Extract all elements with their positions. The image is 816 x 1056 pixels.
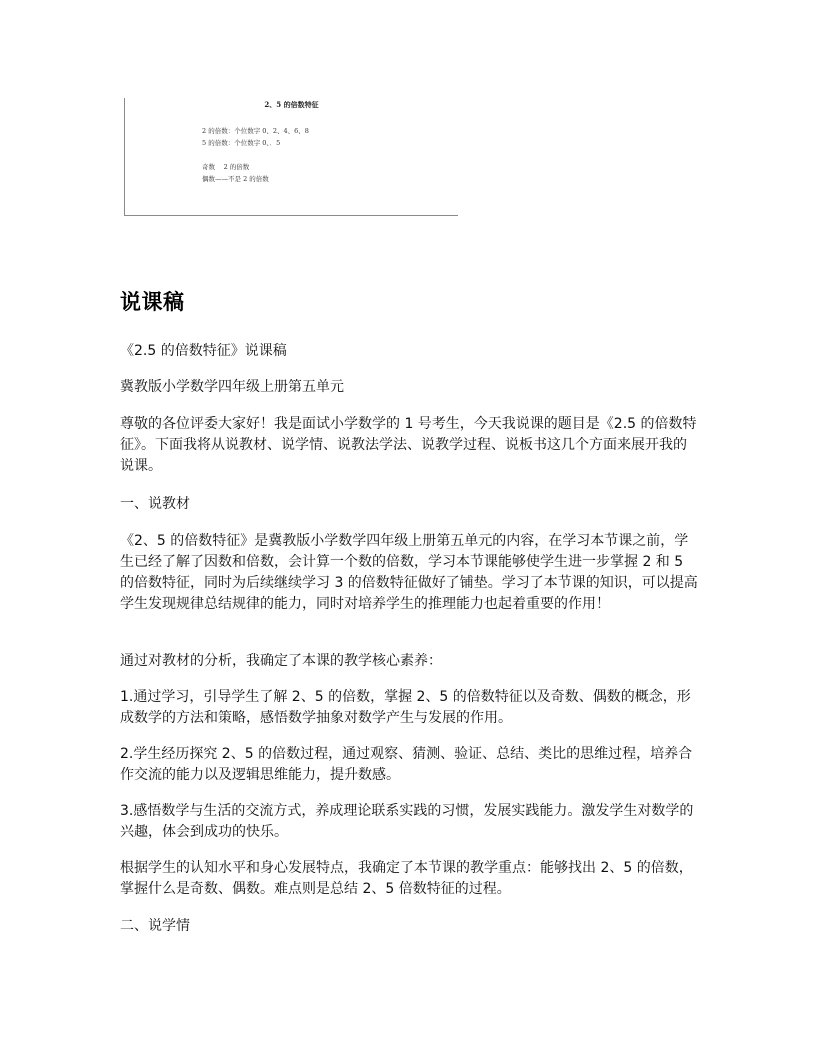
board-line-multiples-of-5: 5 的倍数：个位数字 0、．5 bbox=[202, 139, 281, 147]
board-line-odd: 奇数 2 的倍数 bbox=[202, 163, 250, 171]
paragraph-textbook-analysis: 《2、5 的倍数特征》是冀教版小学数学四年级上册第五单元的内容，在学习本节课之前，学生已经了解了因数和倍数，会计算一个数的倍数，学习本节课能够使学生进一步掌握 2 和 5 的倍数特征，同时为后续继续学习 3 的倍数特征做好了铺垫。学习了本节课的知识，可以提高学生发现规律总结规律的能力，同时对培养学生的推理能力也起着重要的作用！ bbox=[120, 533, 698, 612]
board-line-even: 偶数——不是 2 的倍数 bbox=[202, 175, 269, 183]
document-heading: 说课稿 bbox=[120, 290, 185, 314]
paragraph-key-points: 根据学生的认知水平和身心发展特点，我确定了本节课的教学重点：能够找出 2、5 的倍数，掌握什么是奇数、偶数。难点则是总结 2、5 倍数特征的过程。 bbox=[120, 860, 693, 897]
blackboard-design-image bbox=[124, 98, 458, 216]
paragraph-goal-1: 1.通过学习，引导学生了解 2、5 的倍数，掌握 2、5 的倍数特征以及奇数、偶数的概念，形成数学的方法和策略，感悟数学抽象对数学产生与发展的作用。 bbox=[120, 689, 691, 726]
section-heading-students: 二、说学情 bbox=[120, 918, 190, 934]
paragraph-goal-3: 3.感悟数学与生活的交流方式，养成理论联系实践的习惯，发展实践能力。激发学生对数学的兴趣，体会到成功的快乐。 bbox=[120, 803, 694, 840]
paragraph-textbook: 冀教版小学数学四年级上册第五单元 bbox=[120, 379, 344, 395]
board-line-multiples-of-2: 2 的倍数：个位数字 0、2、4、6、8 bbox=[202, 127, 309, 135]
paragraph-core-literacy-intro: 通过对教材的分析，我确定了本课的教学核心素养： bbox=[120, 653, 442, 669]
paragraph-goal-2: 2.学生经历探究 2、5 的倍数过程，通过观察、猜测、验证、总结、类比的思维过程，培养合作交流的能力以及逻辑思维能力，提升数感。 bbox=[120, 746, 693, 783]
paragraph-title: 《2.5 的倍数特征》说课稿 bbox=[120, 343, 287, 359]
paragraph-intro: 尊敬的各位评委大家好！我是面试小学数学的 1 号考生，今天我说课的题目是《2.5 的倍数特征》。下面我将从说教材、说学情、说教法学法、说教学过程、说板书这几个方面来展开我的说课。 bbox=[120, 416, 697, 474]
section-heading-textbook: 一、说教材 bbox=[120, 496, 190, 512]
board-title: 2、5 的倍数特征 bbox=[264, 100, 319, 109]
